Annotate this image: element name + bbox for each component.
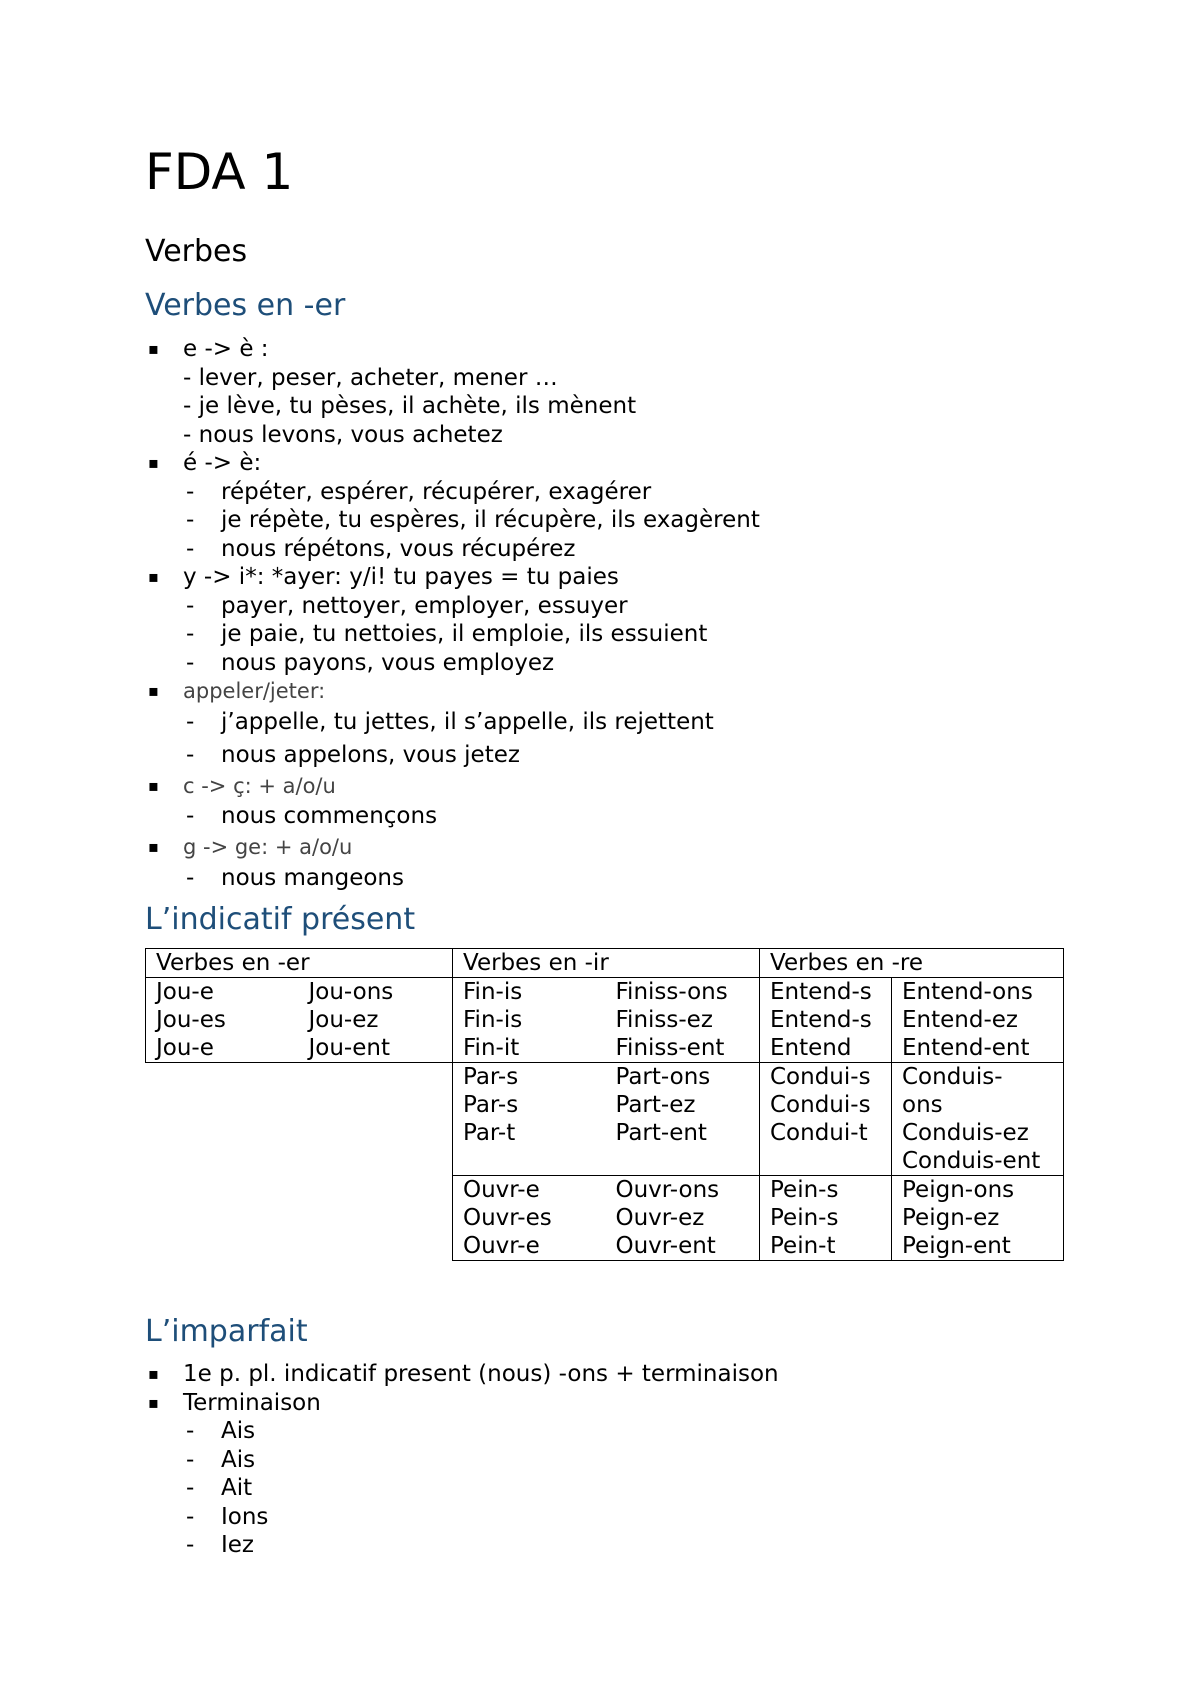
table-cell: Finiss-ons Finiss-ez Finiss-ent (606, 978, 760, 1063)
table-header-row (146, 949, 1064, 978)
table-cell: Ouvr-e Ouvr-es Ouvr-e (453, 1176, 606, 1261)
heading-verbes-er: Verbes en -er (145, 288, 346, 323)
rule-head: g -> ge: + a/o/u (183, 835, 353, 859)
document-subtitle: Verbes (145, 234, 248, 269)
table-row (146, 1176, 1064, 1261)
rule-head: é -> è: (183, 450, 262, 476)
rule-head: y -> i*: *ayer: y/i! tu payes = tu paies (183, 564, 619, 590)
rule-head: Terminaison (183, 1389, 321, 1416)
document-title: FDA 1 (145, 143, 294, 201)
example-line: - payer, nettoyer, employer, essuyer (183, 592, 1045, 621)
rule-head: e -> è : (183, 336, 269, 362)
verbes-er-list (145, 335, 1045, 895)
table-cell: Part-ons Part-ez Part-ent (606, 1063, 760, 1176)
list-item (145, 1389, 1045, 1560)
imparfait-list (145, 1360, 1045, 1560)
list-item (145, 449, 1045, 563)
example-line: - nous répétons, vous récupérez (183, 535, 1045, 564)
ending-line: - Iez (183, 1531, 1045, 1560)
list-item (145, 677, 1045, 772)
table-cell: Conduis- ons Conduis-ez Conduis-ent (892, 1063, 1064, 1176)
table-cell: Par-s Par-s Par-t (453, 1063, 606, 1176)
table-cell: Jou-ons Jou-ez Jou-ent (299, 978, 453, 1063)
example-line: - lever, peser, acheter, mener … (183, 364, 558, 391)
example-line: - j’appelle, tu jettes, il s’appelle, ils rejettent (183, 706, 1045, 739)
ending-line: - Ais (183, 1417, 1045, 1446)
table-cell: Condui-s Condui-s Condui-t (760, 1063, 892, 1176)
example-line: - je lève, tu pèses, il achète, ils mènent (183, 393, 637, 419)
ending-line: - Ait (183, 1474, 1045, 1503)
table-header-cell: Verbes en -ir (453, 949, 760, 978)
table-cell: Entend-s Entend-s Entend (760, 978, 892, 1063)
rule-head: appeler/jeter: (183, 679, 326, 703)
list-item (145, 563, 1045, 677)
example-line: - je répète, tu espères, il récupère, ils exagèrent (183, 506, 1045, 535)
heading-imparfait: L’imparfait (145, 1314, 308, 1349)
list-item (145, 772, 1045, 834)
table-header-cell: Verbes en -re (760, 949, 1064, 978)
example-line: - nous levons, vous achetez (183, 421, 503, 448)
table-cell: Peign-ons Peign-ez Peign-ent (892, 1176, 1064, 1261)
heading-indicatif-present: L’indicatif présent (145, 902, 416, 937)
example-line: - je paie, tu nettoies, il emploie, ils essuient (183, 620, 1045, 649)
table-cell: Fin-is Fin-is Fin-it (463, 979, 523, 1061)
table-cell: Ouvr-ons Ouvr-ez Ouvr-ent (606, 1176, 760, 1261)
list-item (145, 833, 1045, 895)
table-cell: Entend-ons Entend-ez Entend-ent (892, 978, 1064, 1063)
table-row (146, 978, 1064, 1063)
list-item (145, 1360, 1045, 1389)
example-line: - nous commençons (183, 800, 1045, 833)
rule-head: 1e p. pl. indicatif present (nous) -ons + terminaison (183, 1361, 779, 1387)
table-cell: Jou-e Jou-es Jou-e (146, 978, 299, 1063)
table-header-cell: Verbes en -er (146, 949, 453, 978)
example-line: - nous appelons, vous jetez (183, 739, 1045, 772)
ending-line: - Ions (183, 1503, 1045, 1532)
example-line: - nous mangeons (183, 862, 1045, 895)
table-row (146, 1063, 1064, 1176)
table-cell: Pein-s Pein-s Pein-t (760, 1176, 892, 1261)
rule-head: c -> ç: + a/o/u (183, 773, 336, 798)
example-line: - répéter, espérer, récupérer, exagérer (183, 478, 1045, 507)
example-line: - nous payons, vous employez (183, 649, 1045, 678)
conjugation-table (145, 948, 1064, 1261)
list-item (145, 335, 1045, 449)
ending-line: - Ais (183, 1446, 1045, 1475)
